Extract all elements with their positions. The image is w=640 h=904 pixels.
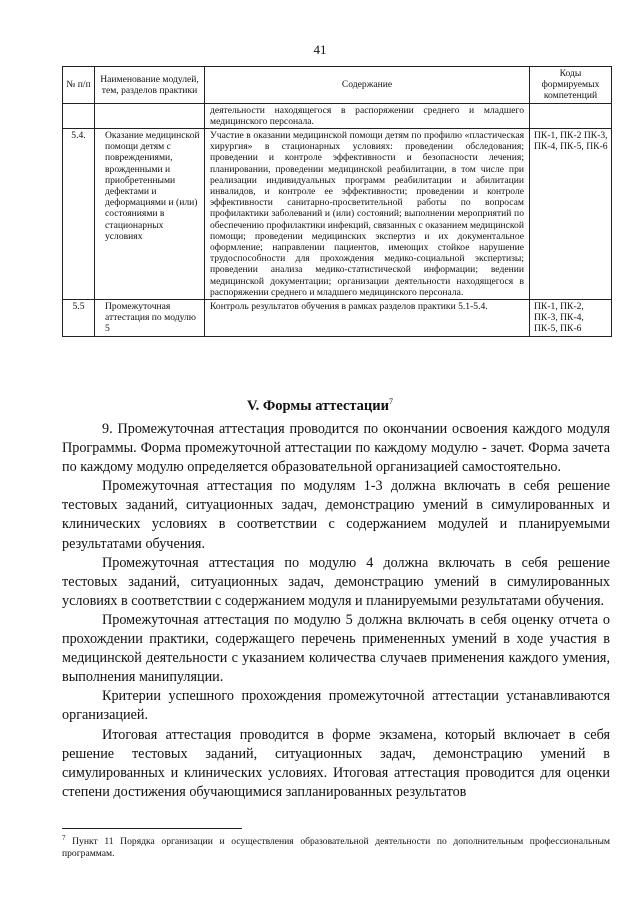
paragraph: Критерии успешного прохождения промежуточной аттестации устанавливаются организацией.	[62, 688, 610, 724]
paragraph: 9. Промежуточная аттестация проводится по окончании освоения каждого модуля Программы. Форма промежуточной аттестации по каждому модулю - зачет. Форма зачета по каждому модулю определяется образовательной организацией самостоятельно.	[62, 421, 610, 476]
row-codes: ПК-1, ПК-2 ПК-3, ПК-4, ПК-5, ПК-6	[530, 129, 612, 300]
footnote-ref: 7	[389, 397, 393, 406]
body-text	[62, 420, 610, 802]
footnote-divider	[62, 828, 242, 829]
header-name: Наименование модулей, тем, разделов практики	[95, 67, 205, 104]
header-num: № п/п	[63, 67, 95, 104]
header-codes: Коды формируемых компетенций	[530, 67, 612, 104]
section-title	[0, 397, 640, 415]
row-num: 5.5	[63, 300, 95, 337]
row-codes: ПК-1, ПК-2, ПК-3, ПК-4, ПК-5, ПК-6	[530, 300, 612, 337]
table-header-row	[63, 67, 612, 104]
paragraph: Итоговая аттестация проводится в форме экзамена, который включает в себя решение тестовых заданий, ситуационных задач, демонстрацию умений в симулированных и клинических условиях. Итоговая аттестация проводится для оценки степени достижения обучающимися запланированных результатов	[62, 726, 610, 800]
row-name: Промежуточная аттестация по модулю 5	[95, 300, 205, 337]
paragraph: Промежуточная аттестация по модулю 4 должна включать в себя решение тестовых заданий, ситуационных задач, демонстрацию умений в симулированных условиях в соответствии с содержанием модуля и планируемыми результатами обучения.	[62, 554, 610, 609]
program-table	[62, 66, 612, 337]
row-content: Контроль результатов обучения в рамках разделов практики 5.1-5.4.	[205, 300, 530, 337]
row-num: 5.4.	[63, 129, 95, 300]
row-content: Участие в оказании медицинской помощи детям по профилю «пластическая хирургия» в стационарных условиях: проведении обследования; проведении и контроле эффективности и безопасности лечения; планировании, проведении медицинской реабилитации, в том числе при реализации индивидуальных программ реабилитации и абилитации инвалидов, и контроле ее эффективности; проведении и контроле эффективности санитарно-просветительной работы по вопросам профилактики заболеваний и (или) состояний; выполнении мероприятий по обеспечению профилактики инфекций, связанных с оказанием медицинской помощи; проведении медицинских экспертиз и их документальное оформление; направлении пациентов, имеющих стойкое нарушение трудоспособности для прохождения медико-социальной экспертизы; проведении анализа медико-статистической информации; ведении медицинской документации; организации деятельности находящегося в распоряжении среднего и младшего медицинского персонала.	[205, 129, 530, 300]
row-name: Оказание медицинской помощи детям с повреждениями, врожденными и приобретенными дефектами и деформациями и (или) состояниями в стационарных условиях	[95, 129, 205, 300]
paragraph: Промежуточная аттестация по модулям 1-3 должна включать в себя решение тестовых заданий, ситуационных задач, демонстрацию умений в симулированных и клинических условиях в соответствии с содержанием модулей и планируемыми результатами обучения.	[62, 478, 610, 552]
table-row-continuation	[63, 103, 612, 128]
section-title-text: V. Формы аттестации	[246, 397, 389, 414]
footnote	[62, 832, 610, 860]
continuation-content: деятельности находящегося в распоряжении среднего и младшего медицинского персонала.	[205, 103, 530, 128]
paragraph: Промежуточная аттестация по модулю 5 должна включать в себя оценку отчета о прохождении практики, содержащего перечень примененных умений в ходе участия в медицинской деятельности с указанием количества случаев применения каждого умения, выполнения манипуляции.	[62, 611, 610, 686]
footnote-text: Пункт 11 Порядка организации и осуществления образовательной деятельности по дополнительным профессиональным программам.	[62, 836, 610, 860]
footnote-mark: 7	[62, 834, 66, 842]
table-row	[63, 129, 612, 300]
header-content: Содержание	[205, 67, 530, 104]
page-number: 41	[313, 42, 327, 57]
table-row	[63, 300, 612, 337]
